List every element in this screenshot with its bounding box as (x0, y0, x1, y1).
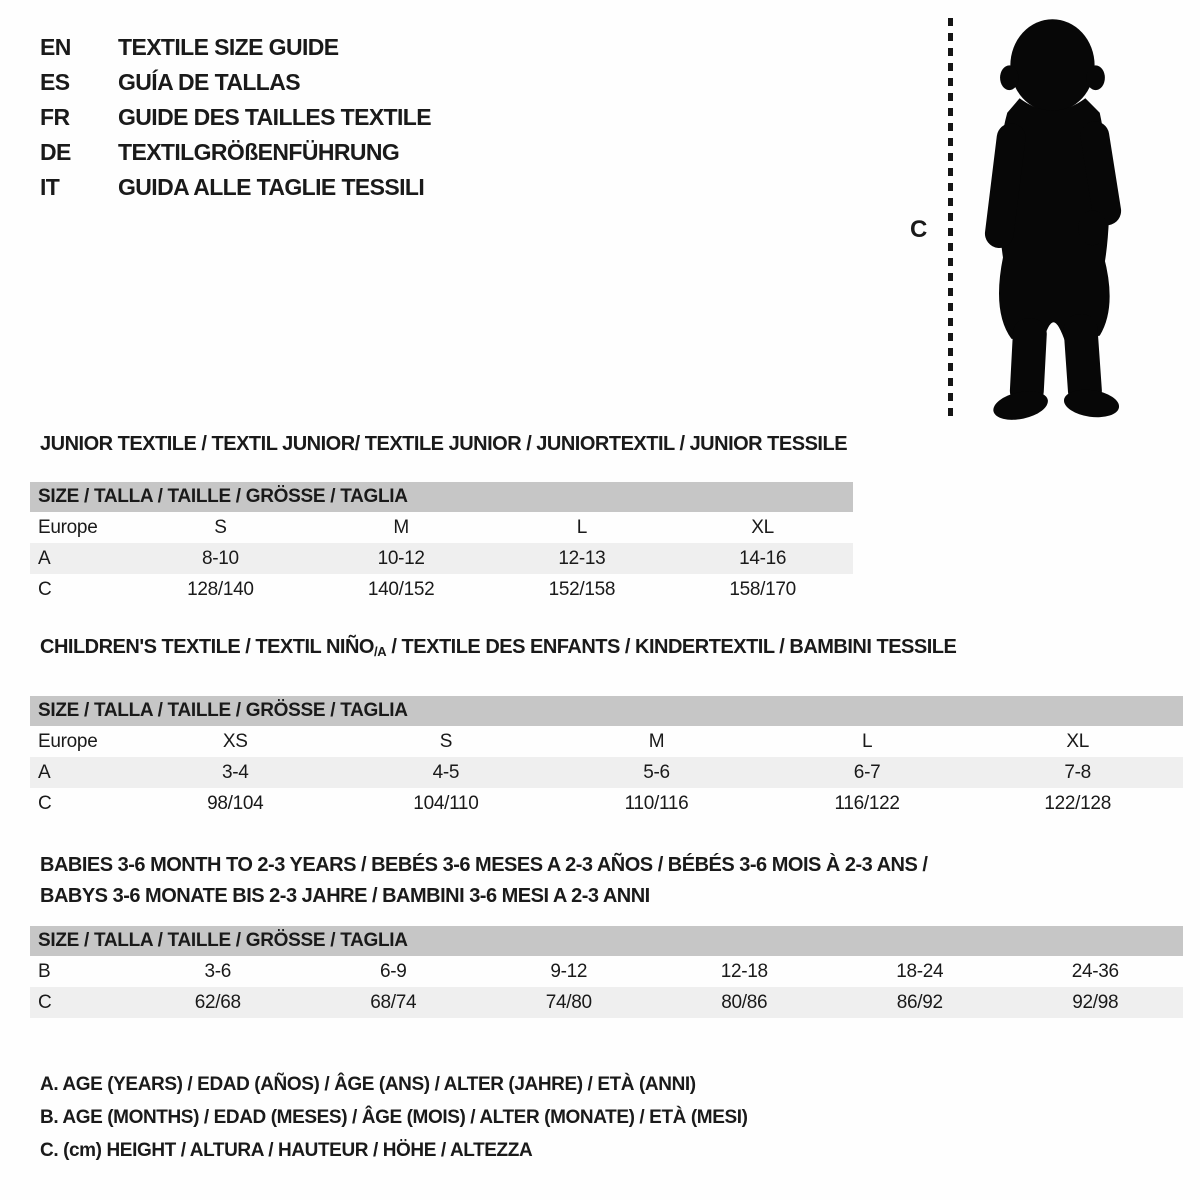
babies-section-heading (40, 850, 1183, 912)
babies-section (30, 850, 1183, 1018)
size-header-bar: SIZE / TALLA / TAILLE / GRÖSSE / TAGLIA (30, 696, 1183, 726)
row-label: B (38, 961, 51, 982)
children-section (30, 636, 1183, 819)
height-cell: 104/110 (413, 793, 479, 814)
lang-title: TEXTILE SIZE GUIDE (118, 34, 339, 60)
height-cell: 86/92 (896, 992, 943, 1013)
height-cell: 158/170 (729, 579, 796, 600)
table-row-europe (30, 726, 1183, 757)
age-cell: 14-16 (739, 548, 787, 569)
lang-title: TEXTILGRÖßENFÜHRUNG (118, 139, 400, 165)
heading-text: CHILDREN'S TEXTILE / TEXTIL NIÑO (40, 636, 374, 658)
junior-section-heading: JUNIOR TEXTILE / TEXTIL JUNIOR/ TEXTILE JUNIOR / JUNIORTEXTIL / JUNIOR TESSILE (40, 433, 848, 455)
months-cell: 24-36 (1071, 961, 1119, 982)
lang-code: FR (40, 104, 70, 130)
table-row-height (30, 788, 1183, 819)
heading-subscript: /A (373, 644, 387, 659)
toddler-silhouette-icon (962, 12, 1145, 423)
size-cell: S (439, 731, 453, 752)
row-label: A (38, 548, 51, 569)
height-cell: 80/86 (721, 992, 768, 1013)
age-cell: 7-8 (1064, 762, 1091, 783)
size-cell: XS (222, 731, 248, 752)
height-cell: 140/152 (367, 579, 435, 600)
size-cell: M (393, 517, 409, 538)
table-row-months (30, 956, 1183, 987)
age-cell: 6-7 (853, 762, 881, 783)
height-cell: 122/128 (1044, 793, 1111, 814)
height-cell: 128/140 (187, 579, 254, 600)
age-cell: 8-10 (201, 548, 239, 569)
height-cell: 98/104 (207, 793, 264, 814)
lang-code: ES (40, 69, 70, 95)
height-cell: 68/74 (370, 992, 417, 1013)
size-cell: XL (1066, 731, 1089, 752)
age-cell: 5-6 (643, 762, 670, 783)
height-measure-label: C (910, 216, 928, 243)
size-cell: XL (751, 517, 774, 538)
row-label: A (38, 762, 51, 783)
height-cell: 110/116 (624, 793, 689, 814)
lang-title: GUÍA DE TALLAS (118, 69, 300, 95)
age-cell: 12-13 (558, 548, 606, 569)
months-cell: 18-24 (896, 961, 944, 982)
table-row-height (30, 574, 853, 605)
lang-title: GUIDA ALLE TAGLIE TESSILI (118, 174, 425, 200)
size-cell: L (861, 731, 873, 752)
table-row-europe (30, 512, 853, 543)
height-cell: 152/158 (548, 579, 616, 600)
row-label: C (38, 579, 52, 600)
months-cell: 6-9 (379, 961, 407, 982)
lang-code: EN (40, 34, 71, 60)
heading-line-1: BABIES 3-6 MONTH TO 2-3 YEARS / BEBÉS 3-6 MESES A 2-3 AÑOS / BÉBÉS 3-6 MOIS À 2-3 ANS / (40, 854, 928, 876)
size-header-bar: SIZE / TALLA / TAILLE / GRÖSSE / TAGLIA (30, 482, 853, 512)
months-cell: 12-18 (720, 961, 768, 982)
months-cell: 9-12 (550, 961, 588, 982)
lang-code: IT (40, 174, 60, 200)
measurement-legend (40, 1068, 748, 1167)
height-measure-dashed-line (948, 18, 953, 416)
row-label: Europe (38, 517, 98, 538)
size-cell: M (648, 731, 665, 752)
row-label: C (38, 992, 52, 1013)
row-label: C (38, 793, 52, 814)
junior-size-table (30, 482, 853, 605)
children-size-table (30, 696, 1183, 819)
legend-line-c: C. (cm) HEIGHT / ALTURA / HAUTEUR / HÖHE / ALTEZZA (40, 1140, 533, 1161)
lang-row-de (40, 135, 431, 170)
row-label: Europe (38, 731, 98, 752)
months-cell: 3-6 (204, 961, 232, 982)
heading-line-2: BABYS 3-6 MONATE BIS 2-3 JAHRE / BAMBINI 3-6 MESI A 2-3 ANNI (40, 885, 650, 907)
lang-row-fr (40, 100, 431, 135)
legend-line-a: A. AGE (YEARS) / EDAD (AÑOS) / ÂGE (ANS) / ALTER (JAHRE) / ETÀ (ANNI) (40, 1074, 696, 1095)
table-row-age (30, 757, 1183, 788)
age-cell: 4-5 (432, 762, 460, 783)
height-cell: 116/122 (834, 793, 900, 814)
height-cell: 92/98 (1072, 992, 1119, 1013)
babies-size-table (30, 926, 1183, 1018)
heading-text: / TEXTILE DES ENFANTS / KINDERTEXTIL / BAMBINI TESSILE (386, 636, 957, 658)
children-section-heading (40, 636, 1183, 663)
table-row-height (30, 987, 1183, 1018)
lang-row-es (40, 65, 431, 100)
age-cell: 3-4 (222, 762, 249, 783)
size-header-bar: SIZE / TALLA / TAILLE / GRÖSSE / TAGLIA (30, 926, 1183, 956)
legend-line-b: B. AGE (MONTHS) / EDAD (MESES) / ÂGE (MOIS) / ALTER (MONATE) / ETÀ (MESI) (40, 1107, 748, 1128)
size-cell: S (214, 517, 227, 538)
height-cell: 74/80 (545, 992, 592, 1013)
lang-row-en (40, 30, 431, 65)
height-cell: 62/68 (194, 992, 241, 1013)
language-title-block (40, 30, 431, 205)
lang-title: GUIDE DES TAILLES TEXTILE (118, 104, 431, 130)
lang-code: DE (40, 139, 71, 165)
age-cell: 10-12 (377, 548, 425, 569)
lang-row-it (40, 170, 431, 205)
size-cell: L (576, 517, 588, 538)
table-row-age (30, 543, 853, 574)
junior-section (30, 433, 853, 605)
